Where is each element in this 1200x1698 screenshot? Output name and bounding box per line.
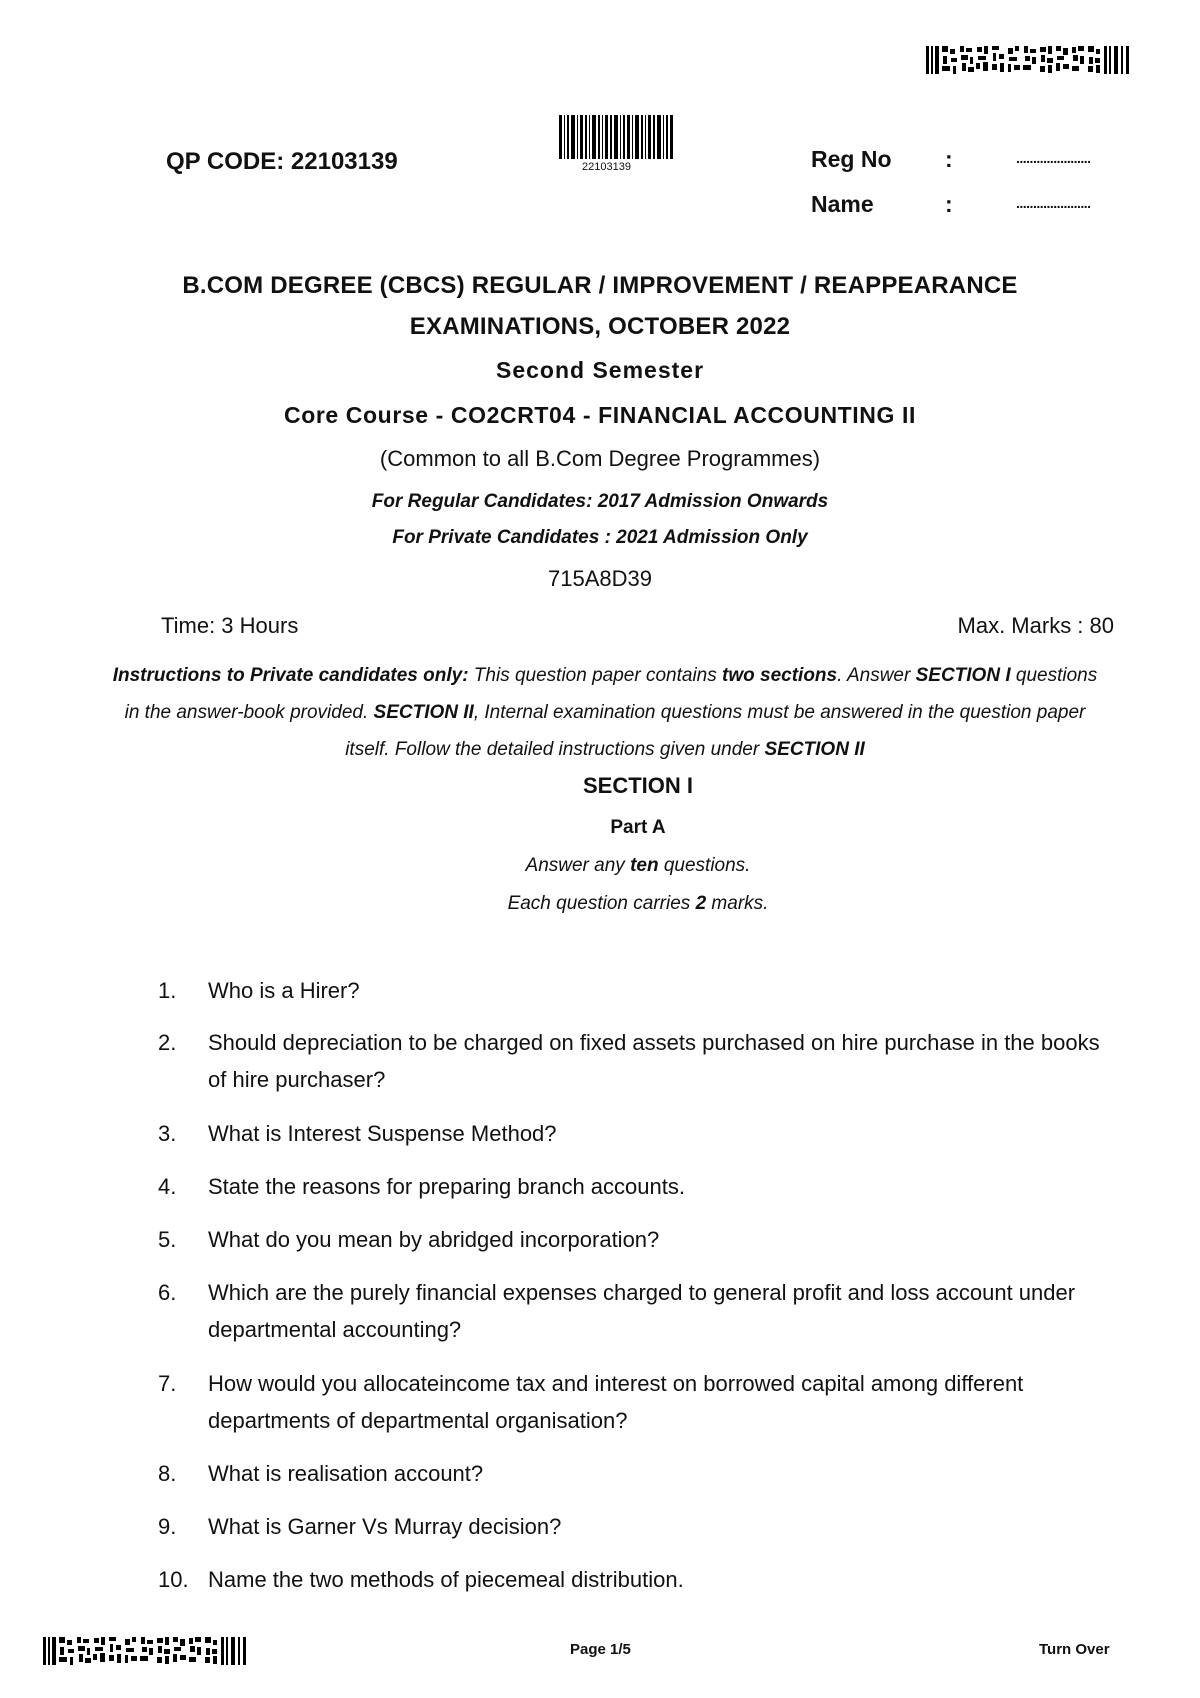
semester: Second Semester [495, 357, 705, 383]
reg-no-colon: : [945, 146, 953, 172]
question-number: 2. [158, 1030, 177, 1055]
name-label: Name [811, 191, 874, 217]
regular-candidates: For Regular Candidates: 2017 Admission Onwards [371, 491, 829, 512]
instr-text: . Answer [837, 665, 916, 686]
top-right-barcode [926, 46, 1131, 74]
question-number: 7. [158, 1371, 177, 1396]
question-text: What is realisation account? [208, 1461, 484, 1486]
private-instructions [110, 657, 1100, 768]
answer-count: ten [630, 855, 659, 876]
exam-title-line2: EXAMINATIONS, OCTOBER 2022 [409, 313, 791, 340]
question-text: What is Interest Suspense Method? [208, 1121, 557, 1146]
question-number: 4. [158, 1174, 177, 1199]
question-text: How would you allocateincome tax and interest on borrowed capital among different departments of departmental organisation? [208, 1371, 1024, 1433]
question-number: 5. [158, 1227, 177, 1252]
answer-post: questions. [658, 855, 751, 876]
marks-instruction [38, 893, 1200, 915]
bottom-left-barcode [43, 1637, 248, 1665]
common-note: (Common to all B.Com Degree Programmes) [379, 446, 821, 471]
exam-time: Time: 3 Hours [161, 613, 299, 638]
name-blank: ...................... [1016, 195, 1091, 211]
question-text: Which are the purely financial expenses charged to general profit and loss account under departmental accounting? [208, 1280, 1076, 1342]
section-title: SECTION I [582, 773, 693, 798]
question-number: 10. [158, 1567, 189, 1592]
instr-text: questions in the answer-book provided. [124, 665, 1098, 723]
instr-text: , Internal examination questions must be answered in the question paper itself. Follow the detailed instructions given under [345, 702, 1086, 760]
name-colon: : [945, 191, 953, 217]
answer-instruction [38, 855, 1200, 877]
question-number: 8. [158, 1461, 177, 1486]
question-number: 1. [158, 978, 177, 1003]
instr-bold: SECTION II [764, 739, 865, 760]
question-text: Name the two methods of piecemeal distribution. [208, 1567, 684, 1592]
answer-pre: Answer any [525, 855, 631, 876]
page-number: Page 1/5 [570, 1641, 631, 1658]
qp-code: QP CODE: 22103139 [166, 148, 398, 175]
each-pre: Each question carries [507, 893, 696, 914]
qp-barcode [559, 115, 674, 159]
question-text: What do you mean by abridged incorporation? [208, 1227, 660, 1252]
question-text: What is Garner Vs Murray decision? [208, 1514, 562, 1539]
paper-code: 715A8D39 [548, 566, 652, 591]
turn-over: Turn Over [1039, 1641, 1110, 1658]
instr-bold: SECTION I [915, 665, 1011, 686]
reg-no-blank: ...................... [1016, 150, 1091, 166]
question-text: State the reasons for preparing branch accounts. [208, 1174, 685, 1199]
max-marks: Max. Marks : 80 [957, 613, 1114, 638]
private-candidates: For Private Candidates : 2021 Admission Only [392, 527, 808, 548]
exam-title-line1: B.COM DEGREE (CBCS) REGULAR / IMPROVEMENT / REAPPEARANCE [182, 272, 1018, 299]
instr-text: This question paper contains [468, 665, 723, 686]
instr-bold: two sections [722, 665, 838, 686]
barcode-number: 22103139 [582, 161, 631, 173]
reg-no-label: Reg No [811, 146, 892, 172]
question-number: 9. [158, 1514, 177, 1539]
each-marks: 2 [695, 893, 707, 914]
part-title: Part A [610, 817, 666, 838]
question-number: 6. [158, 1280, 177, 1305]
question-text: Who is a Hirer? [208, 978, 360, 1003]
instr-bold-heading: Instructions to Private candidates only: [112, 665, 469, 686]
each-post: marks. [706, 893, 769, 914]
question-text: Should depreciation to be charged on fixed assets purchased on hire purchase in the books of hire purchaser? [208, 1030, 1100, 1092]
question-number: 3. [158, 1121, 177, 1146]
course-title: Core Course - CO2CRT04 - FINANCIAL ACCOUNTING II [284, 402, 916, 428]
instr-bold: SECTION II [373, 702, 474, 723]
